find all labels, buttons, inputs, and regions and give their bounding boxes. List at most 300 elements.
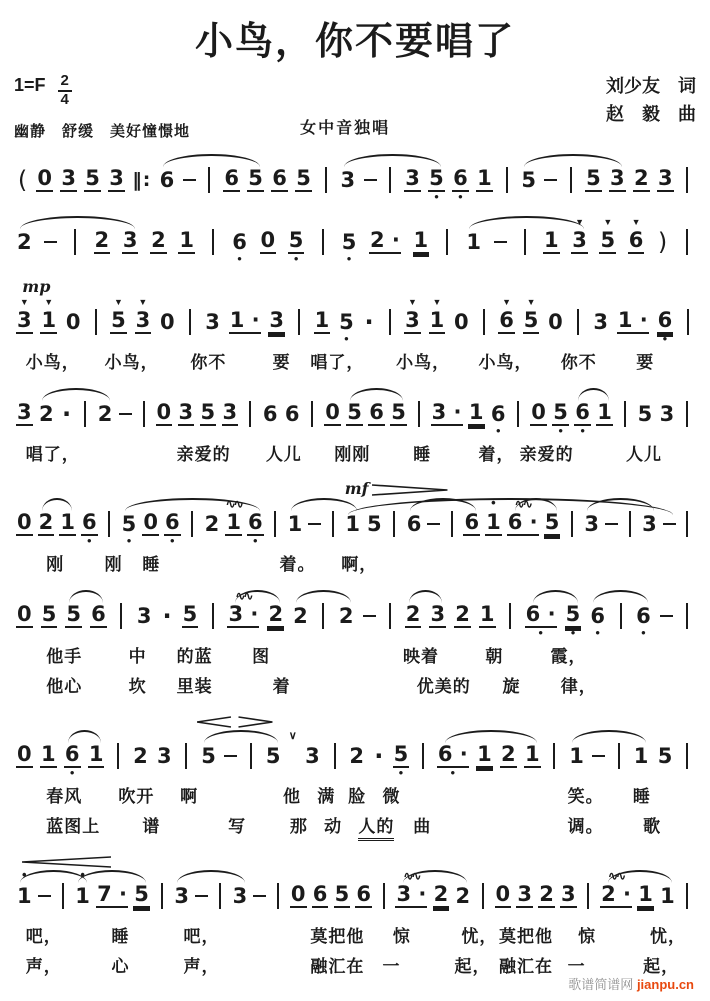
note-glyph <box>618 743 620 769</box>
note-glyph <box>120 603 122 629</box>
note-6 <box>490 387 507 437</box>
note-digit: 1 <box>287 511 303 536</box>
note-glyph <box>183 167 196 193</box>
note-5 <box>637 387 654 437</box>
time-signature-numerator: 2 <box>58 73 72 92</box>
note-digit: 6 <box>232 229 247 254</box>
note-glyph <box>195 883 208 909</box>
note-glyph <box>250 743 252 769</box>
note-0 <box>495 869 512 919</box>
lyric-syllable: 的蓝 <box>176 647 213 666</box>
note-digit: 2 <box>349 743 364 768</box>
note-digit: 5 <box>296 166 311 190</box>
note-digit: 7 · <box>97 882 128 906</box>
note-glyph <box>686 743 688 769</box>
octave-dot-below: • <box>398 765 404 780</box>
lyric-syllable: 起， <box>643 957 680 976</box>
note-2 <box>538 869 555 919</box>
note-glyph <box>454 603 471 629</box>
note-glyph <box>110 309 127 335</box>
tempo-mood-marking: 幽静 舒缓 美好憧憬地 <box>14 123 191 140</box>
lyric-syllable: 蓝图上 <box>46 817 101 836</box>
note-glyph <box>446 229 448 255</box>
barline <box>483 309 485 335</box>
barline <box>249 401 251 427</box>
note-digit: 1 <box>468 400 484 424</box>
note-glyph <box>383 883 385 909</box>
note-digit: 1 <box>17 883 32 908</box>
note-glyph <box>592 743 605 769</box>
barline <box>207 215 220 265</box>
note-glyph <box>325 167 327 193</box>
staccato-mark: ▼ <box>432 297 442 307</box>
lyric-syllable: 律， <box>560 677 597 696</box>
note-5 <box>393 729 410 779</box>
note-glyph <box>468 401 485 427</box>
note-glyph <box>292 603 309 629</box>
note-1 <box>178 215 195 265</box>
note-glyph <box>637 883 654 909</box>
note-digit: 3 <box>232 883 248 908</box>
barline <box>389 167 391 193</box>
octave-dot-below: • <box>570 625 576 640</box>
note-digit: 2 <box>39 401 54 426</box>
note-5 <box>523 295 540 345</box>
note-glyph <box>60 167 77 193</box>
note-glyph <box>338 603 355 629</box>
staccato-mark: ▼ <box>603 217 613 227</box>
note-5 <box>334 869 351 919</box>
note-glyph <box>404 309 421 335</box>
barline <box>322 229 324 255</box>
barline <box>618 743 620 769</box>
duration-dash <box>660 589 673 639</box>
duration-dash <box>38 895 51 898</box>
note-glyph <box>560 883 577 909</box>
note-glyph <box>119 401 132 427</box>
note-digit: 2 <box>338 603 354 628</box>
note-glyph <box>267 603 284 629</box>
lyric-syllable: 人儿 <box>265 445 302 464</box>
barline <box>112 729 125 779</box>
mordent-mark: ∿∿ <box>235 589 252 603</box>
mordent-mark: ∿∿ <box>225 497 242 511</box>
barline <box>208 167 210 193</box>
octave-dot-below: • <box>450 765 456 780</box>
octave-dot-below: • <box>346 251 352 266</box>
barline <box>306 387 319 437</box>
note-glyph <box>433 883 450 909</box>
note-digit: 2 <box>133 743 148 768</box>
lyric-syllable: 朝 <box>485 647 504 666</box>
note-5 <box>341 215 358 265</box>
note-digit: 6 <box>159 167 175 192</box>
lyric-syllable: 亲爱的 <box>176 445 231 464</box>
note-glyph <box>523 309 540 335</box>
note-glyph <box>483 309 485 335</box>
watermark-site-link[interactable]: jianpu.cn <box>636 977 694 992</box>
note-digit: 3 <box>305 743 320 768</box>
note-5 <box>182 589 199 639</box>
note-digit: 3 · <box>228 602 259 626</box>
note-digit: 6 · <box>437 742 468 766</box>
music-system-8 <box>12 851 698 979</box>
note-glyph <box>431 401 463 427</box>
lyric-syllable: 心 <box>111 957 130 976</box>
music-system-5 <box>12 479 698 577</box>
lyric-syllable: 人的 <box>358 812 394 841</box>
note-glyph <box>686 511 688 537</box>
octave-dot-below: • <box>237 251 242 266</box>
lyric-syllable: 刚刚 <box>334 445 371 464</box>
lyric-syllable: 唱了， <box>25 445 80 464</box>
barline <box>319 153 332 203</box>
note-glyph <box>88 743 105 769</box>
note-glyph <box>395 883 427 909</box>
note-digit: 5 <box>265 743 281 768</box>
augmentation-dot <box>363 295 376 345</box>
note-glyph <box>553 743 555 769</box>
note-glyph <box>295 167 312 193</box>
note-1 <box>40 295 57 345</box>
note-digit: 5 <box>391 400 406 424</box>
note-digit: 0 <box>17 510 32 534</box>
note-0 <box>159 295 176 345</box>
duration-dash <box>544 179 557 182</box>
note-digit: 2 <box>97 401 113 426</box>
note-glyph <box>543 229 560 255</box>
note-digit: 6 <box>356 882 372 906</box>
barline <box>509 603 511 629</box>
note-0 <box>16 497 33 547</box>
barline <box>384 589 397 639</box>
note-glyph <box>36 167 53 193</box>
lyric-syllable: 睡 <box>111 927 130 946</box>
note-3 <box>108 153 125 203</box>
staccato-mark: ▼ <box>138 297 148 307</box>
barline <box>89 295 102 345</box>
lyric-syllable: 融汇在 <box>499 957 554 976</box>
note-glyph <box>422 743 424 769</box>
note-glyph <box>498 309 515 335</box>
staccato-mark: ▼ <box>44 297 54 307</box>
note-digit: 6 <box>628 228 644 252</box>
duration-dash <box>605 523 618 526</box>
note-glyph <box>90 603 107 629</box>
octave-dot-below: • <box>641 625 646 640</box>
header-meta <box>12 72 698 141</box>
note-digit: 6 <box>453 166 468 190</box>
lyrics-row-1 <box>12 437 698 467</box>
note-digit: 0 <box>548 309 563 334</box>
barline <box>322 603 324 629</box>
barline <box>504 589 517 639</box>
note-glyph <box>253 883 266 909</box>
page-title: 小鸟，你不要唱了 <box>194 21 515 63</box>
augmentation-dot <box>161 589 174 639</box>
note-0 <box>16 589 33 639</box>
note-digit: 5 <box>200 400 216 424</box>
note-5 <box>200 387 217 437</box>
barline <box>244 387 257 437</box>
note-digit: 3 · <box>431 400 462 424</box>
lyric-syllable: 小鸟， <box>104 353 159 372</box>
barline <box>477 295 490 345</box>
barline <box>389 309 391 335</box>
note-glyph <box>577 309 579 335</box>
note-digit: 5 <box>66 602 82 626</box>
note-digit: 5 <box>111 308 126 332</box>
lyric-syllable: 唱了， <box>310 353 365 372</box>
note-glyph <box>212 603 214 629</box>
lyric-syllable: 写 <box>228 817 247 836</box>
note-digit: 0 <box>37 166 52 190</box>
barline <box>417 729 430 779</box>
note-glyph <box>524 743 541 769</box>
note-digit: 6 <box>657 308 673 332</box>
duration-dash <box>363 589 376 639</box>
note-glyph <box>95 309 97 335</box>
note-2 <box>633 153 650 203</box>
octave-dot-below: • <box>662 331 668 346</box>
note-3 <box>657 153 674 203</box>
note-digit: 1 <box>60 510 75 534</box>
music-system-2 <box>12 215 698 265</box>
credits <box>606 73 696 129</box>
lyricist-credit: 刘少友 词 <box>606 76 696 96</box>
note-digit: 1 <box>638 882 653 906</box>
note-digit: 0 <box>17 602 32 626</box>
duration-dash <box>253 869 266 919</box>
barline <box>84 401 86 427</box>
note-digit: 3 <box>136 603 152 628</box>
note-digit: 5 <box>341 229 357 254</box>
note-digit: 5 <box>544 510 560 534</box>
watermark-site-name: 歌谱简谱网 <box>568 977 634 992</box>
barline <box>274 511 276 537</box>
note-2 <box>150 215 167 265</box>
note-digit: 1 <box>597 400 612 424</box>
note-glyph <box>223 167 240 193</box>
lyric-syllable: 亲爱的 <box>519 445 574 464</box>
lyric-syllable: 莫把他 <box>499 927 554 946</box>
note-glyph <box>369 229 401 255</box>
note-6 <box>498 295 515 345</box>
note-digit: 1 · <box>617 308 648 332</box>
note-0 <box>65 295 82 345</box>
note-glyph <box>657 167 674 193</box>
note-glyph <box>479 603 496 629</box>
voice-type-label: 女中音独唱 <box>300 120 391 137</box>
note-digit: 3 <box>561 882 576 906</box>
lyrics-row-2 <box>12 809 698 839</box>
lyric-syllable: 融汇在 <box>310 957 365 976</box>
note-digit: 3 <box>178 400 194 424</box>
barline <box>155 869 168 919</box>
note-5 <box>110 295 127 345</box>
note-glyph <box>65 603 82 629</box>
note-glyph <box>40 743 57 769</box>
note-digit: 6 <box>464 510 480 534</box>
note-digit: 0 <box>143 510 158 534</box>
dynamics-layer <box>12 479 698 497</box>
note-glyph <box>686 603 688 629</box>
note-glyph <box>624 401 626 427</box>
note-glyph <box>271 167 288 193</box>
dynamic-marking: mp <box>22 277 51 296</box>
note-digit: 1 · <box>229 308 260 332</box>
mordent-mark: ∿∿ <box>607 869 625 883</box>
music-system-7 <box>12 711 698 839</box>
note-glyph <box>418 401 420 427</box>
note-digit: 3 <box>659 401 675 426</box>
note-digit: 6 <box>262 401 278 426</box>
note-digit: 3 <box>135 308 151 332</box>
note-digit: 1 <box>660 883 675 908</box>
note-digit: 6 <box>636 603 651 628</box>
note-glyph <box>324 401 341 427</box>
note-3 <box>16 387 33 437</box>
barline <box>219 883 221 909</box>
note-3 <box>135 295 152 345</box>
duration-dash <box>224 755 237 758</box>
barline <box>577 309 579 335</box>
note-glyph <box>189 309 191 335</box>
lyrics-row-2 <box>12 669 698 699</box>
note-digit: 6 · <box>525 602 556 626</box>
barline <box>250 743 252 769</box>
lyric-syllable: 吧， <box>25 927 62 946</box>
duration-dash <box>494 241 507 244</box>
note-digit: 1 <box>543 228 559 252</box>
note-digit: 5 <box>121 511 137 536</box>
parenthesis <box>656 215 669 265</box>
note-3 <box>592 295 609 345</box>
note-glyph <box>368 401 385 427</box>
barline <box>95 309 97 335</box>
lyric-syllable: 微 <box>382 787 401 806</box>
lyric-syllable: 他手 <box>46 647 83 666</box>
note-glyph <box>547 309 564 335</box>
note-glyph <box>482 883 484 909</box>
note-glyph <box>150 229 167 255</box>
note-3 <box>60 153 77 203</box>
note-glyph <box>308 511 321 537</box>
barline <box>681 387 694 437</box>
note-glyph <box>660 603 673 629</box>
note-digit: 3 <box>340 167 356 192</box>
barline <box>277 883 279 909</box>
dynamics-layer <box>12 851 698 869</box>
note-glyph <box>686 883 688 909</box>
note-glyph <box>200 401 217 427</box>
lyric-syllable: 声， <box>183 957 220 976</box>
barline <box>316 215 329 265</box>
barline <box>293 295 306 345</box>
barline <box>686 511 688 537</box>
lyric-syllable: 起， <box>454 957 491 976</box>
note-3 <box>156 729 173 779</box>
note-glyph <box>686 229 688 255</box>
barline <box>332 511 334 537</box>
note-1 <box>468 387 485 437</box>
lyric-syllable: 啊， <box>341 555 378 574</box>
barline <box>161 883 163 909</box>
note-glyph <box>628 229 645 255</box>
note-1 <box>479 589 496 639</box>
lyrics-row-1 <box>12 919 698 949</box>
note-glyph <box>599 229 616 255</box>
barline <box>500 153 513 203</box>
note-digit: 2 <box>17 229 32 254</box>
note-digit: 5 <box>657 743 673 768</box>
note-digit: 2 <box>455 602 470 626</box>
note-digit: 1 <box>41 308 57 332</box>
barline <box>446 229 448 255</box>
note-digit: 0 <box>260 228 276 252</box>
note-glyph <box>322 229 324 255</box>
note-glyph <box>38 883 51 909</box>
note-digit: 1 <box>633 743 649 768</box>
lyric-syllable: 小鸟， <box>478 353 533 372</box>
note-digit: 1 <box>524 742 540 766</box>
note-glyph <box>182 603 199 629</box>
note-glyph <box>16 883 33 909</box>
note-2 <box>369 215 401 265</box>
barline <box>681 729 694 779</box>
note-1 <box>40 729 57 779</box>
barline <box>185 743 187 769</box>
note-6 <box>628 215 645 265</box>
note-digit: 1 <box>314 308 330 332</box>
barline <box>422 743 424 769</box>
note-digit: 6 <box>81 510 97 534</box>
barline <box>686 743 688 769</box>
note-0 <box>530 387 547 437</box>
lyric-syllable: 一 <box>567 957 586 976</box>
note-glyph <box>38 511 55 537</box>
duration-dash <box>427 523 440 526</box>
breath-mark <box>289 729 297 779</box>
note-digit: 6 <box>272 166 287 190</box>
lyric-syllable: 他心 <box>46 677 83 696</box>
lyric-syllable: 歌 <box>643 817 662 836</box>
octave-dot-below: • <box>293 251 299 266</box>
note-glyph <box>97 401 114 427</box>
note-glyph <box>600 883 632 909</box>
note-glyph <box>232 883 249 909</box>
note-glyph <box>429 603 446 629</box>
lyric-syllable: 着。 <box>279 555 316 574</box>
key-signature <box>14 72 72 108</box>
note-glyph <box>204 511 221 537</box>
note-digit: 1 <box>75 883 90 908</box>
note-glyph: · <box>61 400 72 428</box>
note-glyph <box>570 167 572 193</box>
note-digit: 3 <box>157 743 172 768</box>
note-glyph <box>465 229 482 255</box>
note-digit: 3 <box>122 228 138 252</box>
note-glyph <box>637 401 654 427</box>
note-digit: 2 <box>455 883 471 908</box>
note-digit: 3 <box>17 400 32 424</box>
note-digit: 3 <box>657 166 673 190</box>
note-glyph <box>389 603 391 629</box>
note-3 <box>136 589 153 639</box>
note-digit: 1 <box>486 510 501 534</box>
lyric-syllable: 你不 <box>560 353 597 372</box>
barline <box>212 603 214 629</box>
